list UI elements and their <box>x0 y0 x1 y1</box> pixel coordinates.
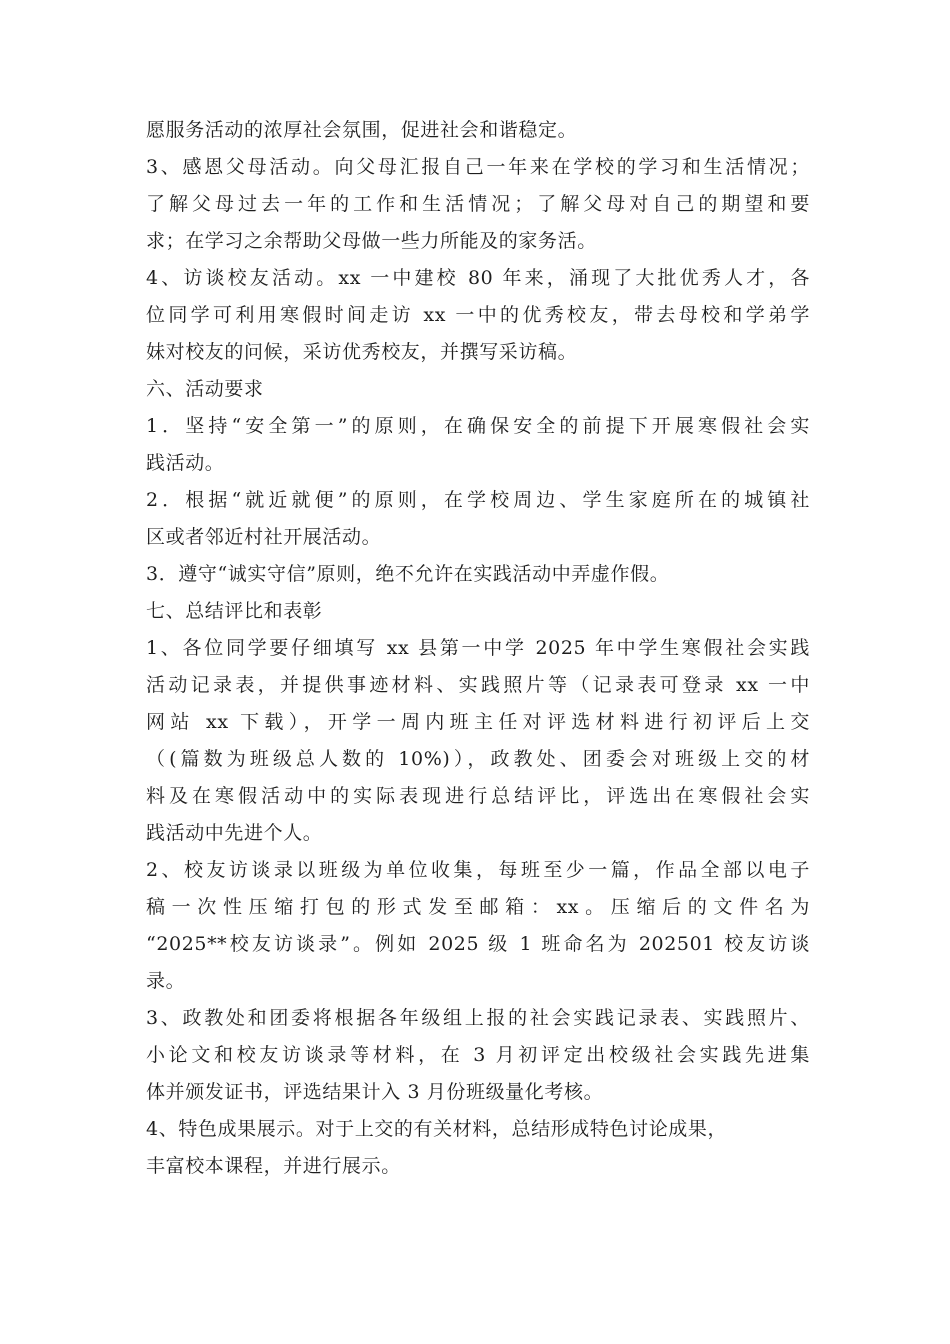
text-line: 求；在学习之余帮助父母做一些力所能及的家务活。 <box>146 230 597 252</box>
text-line: “2025**校友访谈录”。例如 2025 级 1 班命名为 202501 校友访谈 <box>146 933 810 955</box>
text-line: 4、特色成果展示。对于上交的有关材料，总结形成特色讨论成果， <box>146 1118 728 1140</box>
text-line: 1、各位同学要仔细填写 xx 县第一中学 2025 年中学生寒假社会实践 <box>146 637 810 659</box>
text-line: 了解父母过去一年的工作和生活情况；了解父母对自己的期望和要 <box>146 193 810 215</box>
text-line: 料及在寒假活动中的实际表现进行总结评比，评选出在寒假社会实 <box>146 785 810 807</box>
text-line: 稿一次性压缩打包的形式发至邮箱：xx。压缩后的文件名为 <box>146 896 810 918</box>
text-line: 愿服务活动的浓厚社会氛围，促进社会和谐稳定。 <box>146 119 578 141</box>
text-line: 小论文和校友访谈录等材料，在 3 月初评定出校级社会实践先进集 <box>146 1044 810 1066</box>
text-line: 网站 xx 下载），开学一周内班主任对评选材料进行初评后上交 <box>146 711 810 733</box>
section-heading: 六、活动要求 <box>146 378 264 400</box>
text-line: 2．根据“就近就便”的原则，在学校周边、学生家庭所在的城镇社 <box>146 489 810 511</box>
text-line: 1．坚持“安全第一”的原则，在确保安全的前提下开展寒假社会实 <box>146 415 810 437</box>
text-line: 体并颁发证书，评选结果计入 3 月份班级量化考核。 <box>146 1081 604 1103</box>
section-heading: 七、总结评比和表彰 <box>146 600 323 622</box>
text-line: 3．遵守“诚实守信”原则，绝不允许在实践活动中弄虚作假。 <box>146 563 670 585</box>
text-line: 践活动。 <box>146 452 225 474</box>
text-line: 区或者邻近村社开展活动。 <box>146 526 382 548</box>
text-line: 3、政教处和团委将根据各年级组上报的社会实践记录表、实践照片、 <box>146 1007 810 1029</box>
text-line: （(篇数为班级总人数的 10%)），政教处、团委会对班级上交的材 <box>146 748 810 770</box>
text-line: 位同学可利用寒假时间走访 xx 一中的优秀校友，带去母校和学弟学 <box>146 304 810 326</box>
text-line: 3、感恩父母活动。向父母汇报自己一年来在学校的学习和生活情况； <box>146 156 810 178</box>
text-line: 丰富校本课程，并进行展示。 <box>146 1155 401 1177</box>
text-line: 录。 <box>146 970 186 992</box>
document-body <box>146 112 810 1185</box>
text-line: 2、校友访谈录以班级为单位收集，每班至少一篇，作品全部以电子 <box>146 859 810 881</box>
text-line: 践活动中先进个人。 <box>146 822 323 844</box>
text-line: 活动记录表，并提供事迹材料、实践照片等（记录表可登录 xx 一中 <box>146 674 810 696</box>
text-line: 妹对校友的问候，采访优秀校友，并撰写采访稿。 <box>146 341 578 363</box>
text-line: 4、访谈校友活动。xx 一中建校 80 年来，涌现了大批优秀人才，各 <box>146 267 810 289</box>
